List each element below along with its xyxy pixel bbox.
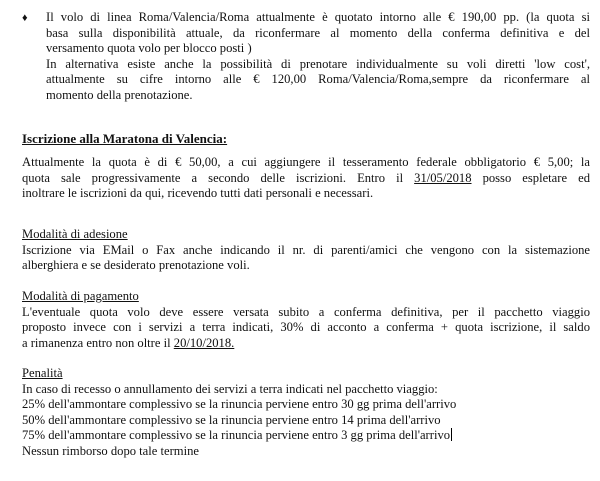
penalita-item-25: 25% dell'ammontare complessivo se la rinuncia perviene entro 30 gg prima dell'arrivo xyxy=(22,397,457,412)
flight-line-5: attualmente su cifre intorno alle € 120,00 Roma/Valencia/Roma,sempre da riconfermare al xyxy=(46,72,590,87)
adesione-section xyxy=(22,227,590,274)
iscrizione-line-1: Attualmente la quota è di € 50,00, a cui aggiungere il tesseramento federale obbligatorio € 5,00; la xyxy=(22,155,590,169)
iscrizione-section xyxy=(22,131,590,202)
iscrizione-heading: Iscrizione alla Maratona di Valencia: xyxy=(22,131,228,146)
flight-line-1: Il volo di linea Roma/Valencia/Roma attualmente è quotato intorno alle € 190,00 pp. (la quota si xyxy=(46,10,590,24)
pagamento-line-3: a rimanenza entro non oltre il 20/10/2018. xyxy=(22,335,235,350)
pagamento-deadline-date: 20/10/2018. xyxy=(173,335,235,350)
penalita-intro: In caso di recesso o annullamento dei servizi a terra indicati nel pacchetto viaggio: xyxy=(22,381,438,396)
flight-line-4: In alternativa esiste anche la possibilità di prenotare individualmente su voli diretti 'low cost', xyxy=(46,56,590,71)
pagamento-section xyxy=(22,289,590,351)
flight-line-3: versamento quota volo per blocco posti ) xyxy=(46,41,252,56)
iscrizione-line-2: quota sale progressivamente a secondo delle iscrizioni. Entro il 31/05/2018 posso espletare ed xyxy=(22,170,590,185)
pagamento-line-1: L'eventuale quota volo deve essere versata subito a conferma definitiva, per il pacchetto viaggio xyxy=(22,304,590,319)
penalita-closing: Nessun rimborso dopo tale termine xyxy=(22,443,199,458)
adesione-line-1: Iscrizione via EMail o Fax anche indicando il nr. di parenti/amici che vengono con la sistemazione xyxy=(22,242,590,257)
pagamento-heading: Modalità di pagamento xyxy=(22,289,139,303)
iscrizione-deadline-date: 31/05/2018 xyxy=(414,170,472,185)
flight-line-6: momento della prenotazione. xyxy=(46,87,193,102)
flight-line-2: basa sulla disponibilità attuale, da riconfermare al momento della conferma definitiva e del xyxy=(46,25,590,40)
penalita-item-50: 50% dell'ammontare complessivo se la rinuncia perviene entro 14 prima dell'arrivo xyxy=(22,412,441,427)
iscrizione-line-3: inoltrare le iscrizioni da qui, ricevendo tutti dati personali e necessari. xyxy=(22,186,374,201)
penalita-item-75: 75% dell'ammontare complessivo se la rinuncia perviene entro 3 gg prima dell'arrivo xyxy=(22,428,451,443)
pagamento-line-2: proposto invece con i servizi a terra indicati, 30% di acconto a conferma + quota iscrizione, il saldo xyxy=(22,320,590,335)
flight-info-text xyxy=(46,10,590,104)
penalita-section xyxy=(22,366,590,460)
penalita-heading: Penalità xyxy=(22,366,63,380)
adesione-heading: Modalità di adesione xyxy=(22,227,128,241)
flight-info-bullet xyxy=(22,10,590,104)
adesione-line-2: alberghiera e se desiderato prenotazione voli. xyxy=(22,258,250,273)
diamond-bullet-icon: ♦ xyxy=(22,12,28,24)
text-cursor xyxy=(451,428,452,441)
